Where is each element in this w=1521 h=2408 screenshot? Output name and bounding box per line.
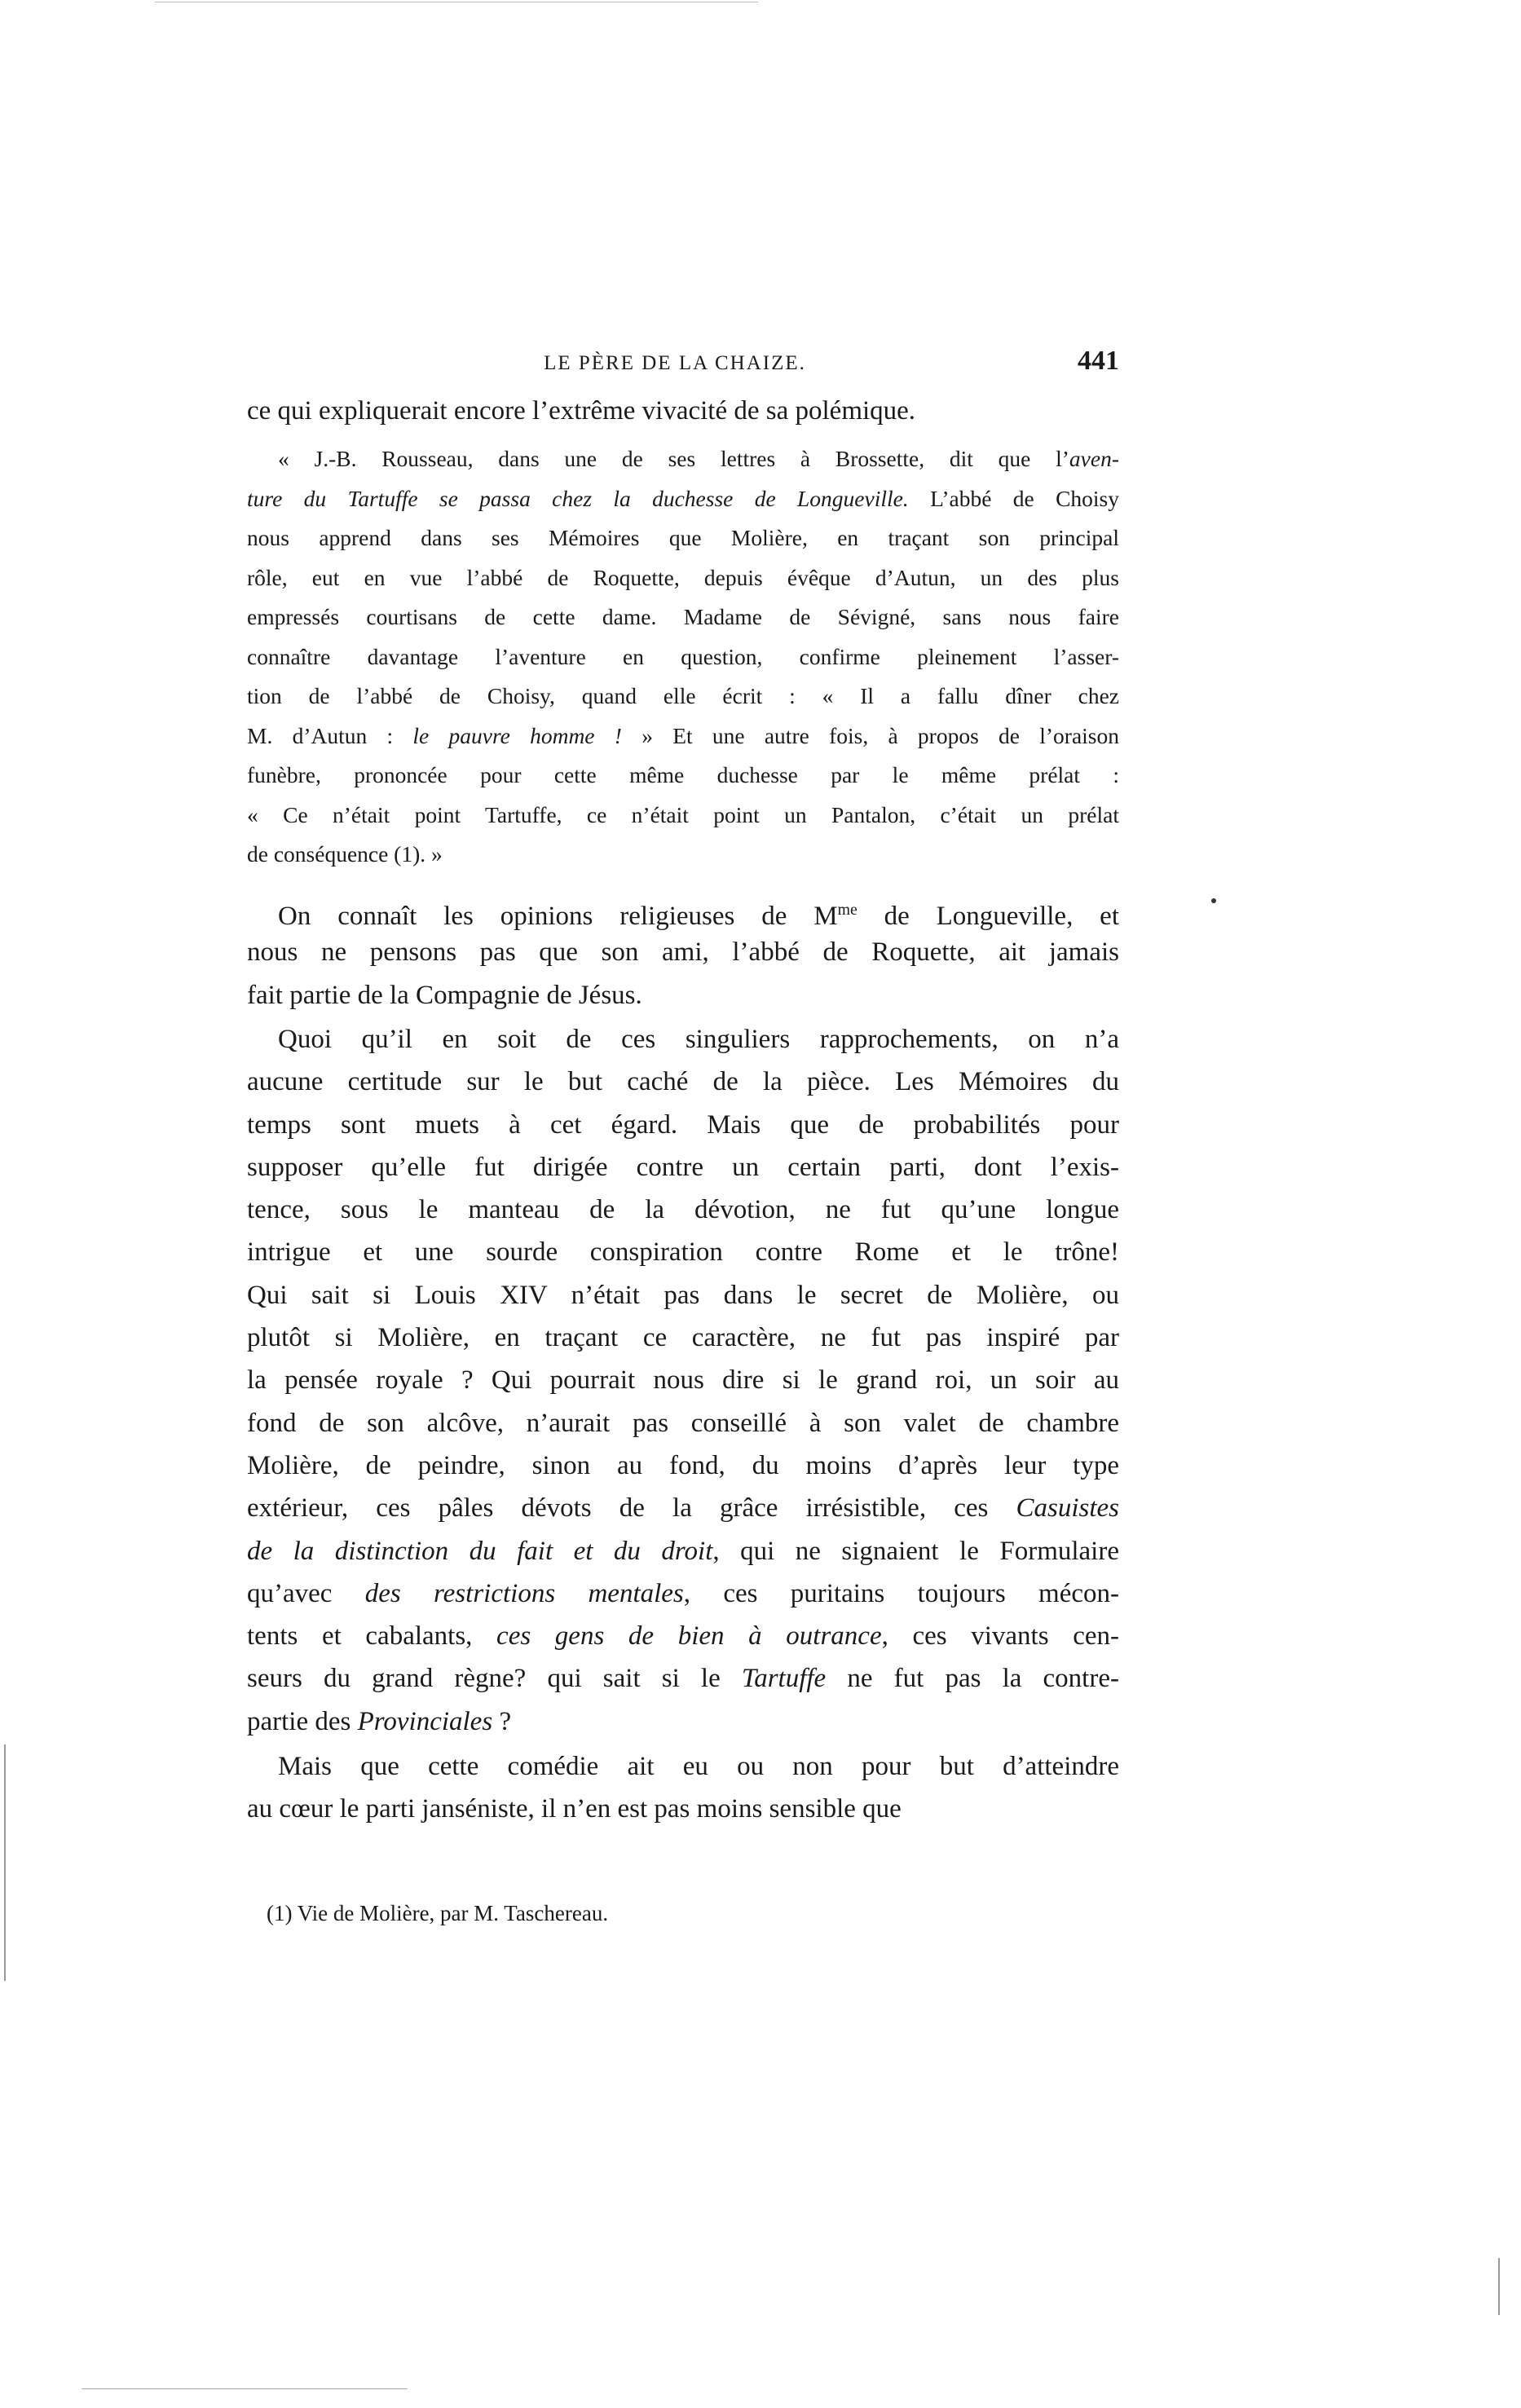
- text-segment: , qui ne signaient le Formulaire: [712, 1536, 1119, 1566]
- text-segment: supposer qu’elle fut dirigée contre un certain parti, dont l’exis-: [247, 1152, 1119, 1182]
- text-line: [247, 1487, 1119, 1529]
- text-segment: tence, sous le manteau de la dévotion, ne fut qu’une longue: [247, 1195, 1119, 1225]
- paragraph: [247, 889, 1119, 1017]
- quotation-paragraph: [247, 439, 1119, 875]
- text-line: [247, 1316, 1119, 1359]
- page-number: 441: [1078, 346, 1119, 376]
- text-line: [247, 1104, 1119, 1146]
- text-segment: M. d’Autun :: [247, 722, 413, 748]
- text-line: [247, 1146, 1119, 1189]
- text-line: [247, 1189, 1119, 1231]
- italic-text: Casuistes: [1016, 1493, 1119, 1524]
- text-segment: ?: [492, 1706, 512, 1736]
- text-segment: partie des: [247, 1706, 358, 1736]
- text-line: [247, 756, 1119, 796]
- text-line: [247, 1231, 1119, 1273]
- text-segment: connaître davantage l’aventure en question, confirme pleinement l’asser-: [247, 643, 1119, 669]
- text-line: [247, 1444, 1119, 1487]
- text-segment: » Et une autre fois, à propos de l’oraison: [621, 722, 1119, 748]
- text-line: [247, 974, 1119, 1017]
- text-segment: On connaît les opinions religieuses de M: [278, 902, 838, 931]
- text-line: [247, 1530, 1119, 1572]
- text-segment: L’abbé de Choisy: [908, 485, 1119, 511]
- text-segment: nous ne pensons pas que son ami, l’abbé de Roquette, ait jamais: [247, 937, 1119, 968]
- stray-dot: [1211, 898, 1216, 903]
- text-segment: nous apprend dans ses Mémoires que Molière, en traçant son principal: [247, 525, 1119, 550]
- text-line: [247, 1788, 1119, 1830]
- text-line: [247, 598, 1119, 637]
- footnote: (1) Vie de Molière, par M. Taschereau.: [267, 1901, 609, 1925]
- text-segment: seurs du grand règne? qui sait si le: [247, 1664, 742, 1694]
- text-segment: aucune certitude sur le but caché de la pièce. Les Mémoires du: [247, 1067, 1119, 1097]
- text-line: [247, 796, 1119, 836]
- text-segment: tents et cabalants,: [247, 1621, 497, 1652]
- text-line: [247, 439, 1119, 479]
- text-segment: Qui sait si Louis XIV n’était pas dans le secret de Molière, ou: [247, 1280, 1119, 1310]
- text-segment: Molière, de peindre, sinon au fond, du moins d’après leur type: [247, 1450, 1119, 1480]
- italic-text: ces gens de bien à outrance: [496, 1621, 882, 1652]
- text-line: [247, 479, 1119, 519]
- text-segment: me: [837, 901, 857, 919]
- text-segment: empressés courtisans de cette dame. Madame de Sévigné, sans nous faire: [247, 604, 1119, 629]
- text-line: [247, 931, 1119, 973]
- text-segment: ne fut pas la contre-: [826, 1664, 1119, 1694]
- text-segment: fait partie de la Compagnie de Jésus.: [247, 980, 642, 1010]
- text-segment: de conséquence (1). »: [247, 841, 443, 867]
- text-line: [247, 677, 1119, 717]
- text-line: [247, 1572, 1119, 1615]
- paragraph: [247, 1018, 1119, 1743]
- running-title: LE PÈRE DE LA CHAIZE.: [544, 352, 806, 374]
- text-line: [247, 1700, 1119, 1743]
- text-segment: funèbre, prononcée pour cette même duchesse par le même prélat :: [247, 762, 1119, 787]
- scan-edge-left: [4, 1744, 6, 1981]
- text-segment: , ces vivants cen-: [881, 1621, 1119, 1652]
- text-line: [247, 558, 1119, 598]
- text-line: [247, 1274, 1119, 1316]
- text-line: [247, 835, 1119, 875]
- text-segment: ce qui expliquerait encore l’extrême vivacité de sa polémique.: [247, 396, 916, 426]
- text-line: [247, 1615, 1119, 1657]
- italic-text: ture du Tartuffe se passa chez la duchesse de Longueville.: [247, 485, 909, 511]
- italic-text: aven-: [1069, 446, 1119, 471]
- text-segment: au cœur le parti janséniste, il n’en est pas moins sensible que: [247, 1794, 902, 1824]
- text-segment: Mais que cette comédie ait eu ou non pour but d’atteindre: [278, 1752, 1119, 1781]
- text-segment: rôle, eut en vue l’abbé de Roquette, depuis évêque d’Autun, un des plus: [247, 564, 1119, 590]
- text-segment: , ces puritains toujours mécon-: [683, 1578, 1120, 1608]
- text-line: [247, 637, 1119, 677]
- text-line: [247, 1402, 1119, 1444]
- text-segment: fond de son alcôve, n’aurait pas conseillé à son valet de chambre: [247, 1408, 1119, 1438]
- italic-text: Tartuffe: [741, 1664, 827, 1694]
- paragraph: [247, 1745, 1119, 1831]
- text-segment: tion de l’abbé de Choisy, quand elle écrit : « Il a fallu dîner chez: [247, 683, 1119, 708]
- text-line: [247, 1745, 1119, 1788]
- italic-text: Provinciales: [357, 1706, 493, 1736]
- text-line: [247, 889, 1119, 931]
- running-head: [247, 346, 1119, 381]
- italic-text: de la distinction du fait et du droit: [247, 1536, 713, 1566]
- paragraph: [247, 390, 1119, 432]
- text-line: [247, 1359, 1119, 1401]
- text-segment: plutôt si Molière, en traçant ce caractère, ne fut pas inspiré par: [247, 1323, 1119, 1353]
- text-segment: la pensée royale ? Qui pourrait nous dire si le grand roi, un soir au: [247, 1365, 1119, 1396]
- text-line: [247, 518, 1119, 558]
- text-segment: extérieur, ces pâles dévots de la grâce irrésistible, ces: [247, 1493, 1016, 1524]
- text-line: [247, 717, 1119, 756]
- scan-edge-bottom: [82, 2388, 408, 2389]
- text-line: [247, 1657, 1119, 1700]
- text-segment: temps sont muets à cet égard. Mais que de probabilités pour: [247, 1109, 1119, 1140]
- italic-text: des restrictions mentales: [364, 1578, 684, 1608]
- text-line: [247, 390, 1119, 432]
- text-segment: « Ce n’était point Tartuffe, ce n’était point un Pantalon, c’était un prélat: [247, 801, 1119, 827]
- text-segment: Quoi qu’il en soit de ces singuliers rapprochements, on n’a: [278, 1025, 1119, 1054]
- text-segment: « J.-B. Rousseau, dans une de ses lettres à Brossette, dit que l’: [278, 446, 1069, 471]
- text-segment: qu’avec: [247, 1578, 365, 1608]
- text-segment: intrigue et une sourde conspiration contre Rome et le trône!: [247, 1237, 1119, 1268]
- italic-text: le pauvre homme !: [412, 722, 622, 748]
- text-line: [247, 1018, 1119, 1061]
- text-segment: de Longueville, et: [857, 902, 1119, 931]
- scan-edge-right: [1498, 2258, 1500, 2315]
- text-line: [247, 1061, 1119, 1103]
